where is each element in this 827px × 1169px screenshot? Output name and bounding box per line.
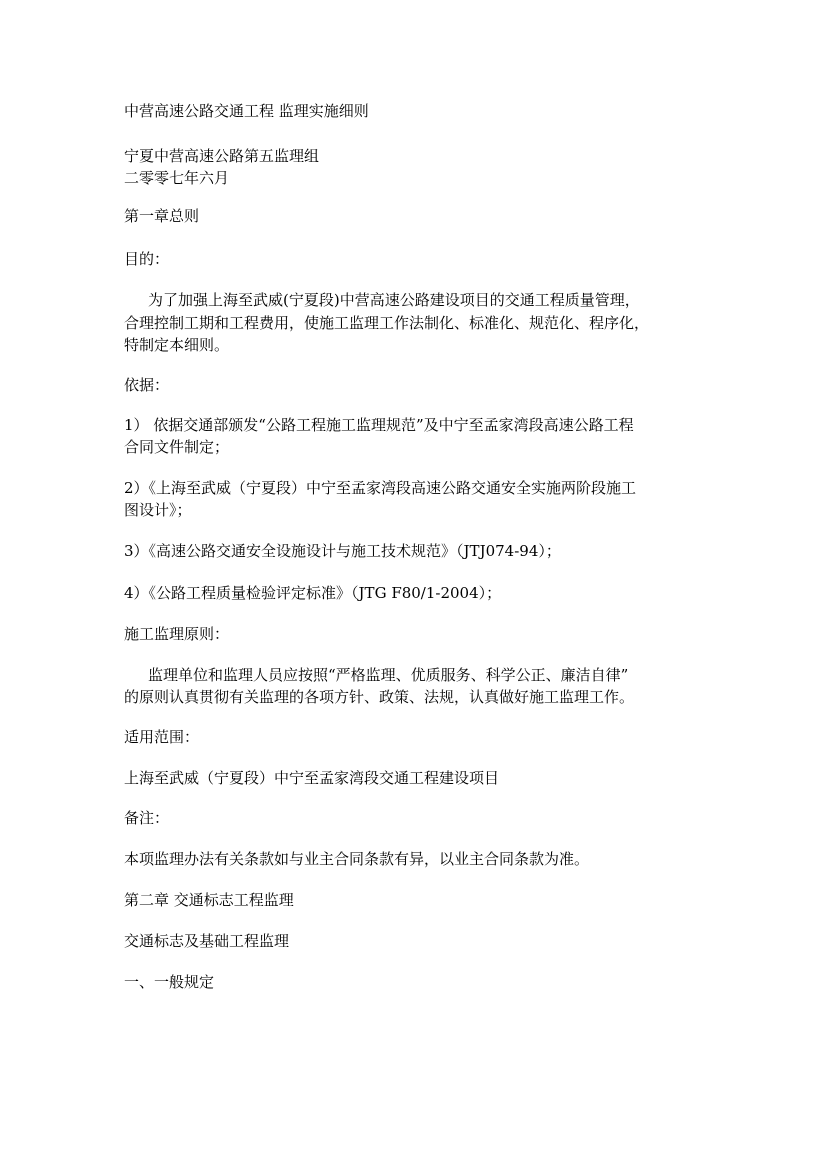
purpose-paragraph-line-2: 合理控制工期和工程费用，使施工监理工作法制化、标准化、规范化、程序化，: [124, 314, 650, 332]
basis-item-1-line-1: 1） 依据交通部颁发“公路工程施工监理规范”及中宁至孟家湾段高速公路工程: [124, 416, 634, 434]
subsection-heading: 一、一般规定: [124, 973, 215, 991]
basis-heading: 依据：: [124, 376, 170, 394]
chapter-two-heading: 第二章 交通标志工程监理: [124, 891, 294, 909]
principle-heading: 施工监理原则：: [124, 625, 230, 643]
note-heading: 备注：: [124, 809, 170, 827]
purpose-heading: 目的：: [124, 250, 170, 268]
purpose-paragraph-line-3: 特制定本细则。: [124, 336, 230, 354]
basis-item-4: 4）《公路工程质量检验评定标准》（JTG F80/1-2004）；: [124, 584, 502, 602]
organization-name: 宁夏中营高速公路第五监理组: [124, 147, 320, 165]
chapter-one-heading: 第一章总则: [124, 207, 200, 225]
scope-heading: 适用范围：: [124, 728, 200, 746]
note-text: 本项监理办法有关条款如与业主合同条款有异，以业主合同条款为准。: [124, 850, 590, 868]
basis-item-2-line-1: 2）《上海至武威（宁夏段）中宁至孟家湾段高速公路交通安全实施两阶段施工: [124, 479, 637, 497]
principle-paragraph-line-2: 的原则认真贯彻有关监理的各项方针、政策、法规，认真做好施工监理工作。: [124, 688, 635, 706]
document-date: 二零零七年六月: [124, 169, 230, 187]
document-title: 中营高速公路交通工程 监理实施细则: [124, 102, 369, 120]
basis-item-2-line-2: 图设计》；: [124, 501, 192, 519]
basis-item-1-line-2: 合同文件制定；: [124, 438, 230, 456]
principle-paragraph-line-1: 监理单位和监理人员应按照“严格监理、优质服务、科学公正、廉洁自律”: [148, 666, 629, 684]
basis-item-3: 3）《高速公路交通安全设施设计与施工技术规范》（JTJ074-94）；: [124, 542, 561, 560]
purpose-paragraph-line-1: 为了加强上海至武威(宁夏段)中营高速公路建设项目的交通工程质量管理，: [148, 291, 640, 309]
scope-text: 上海至武威（宁夏段）中宁至孟家湾段交通工程建设项目: [124, 769, 500, 787]
section-heading: 交通标志及基础工程监理: [124, 932, 290, 950]
